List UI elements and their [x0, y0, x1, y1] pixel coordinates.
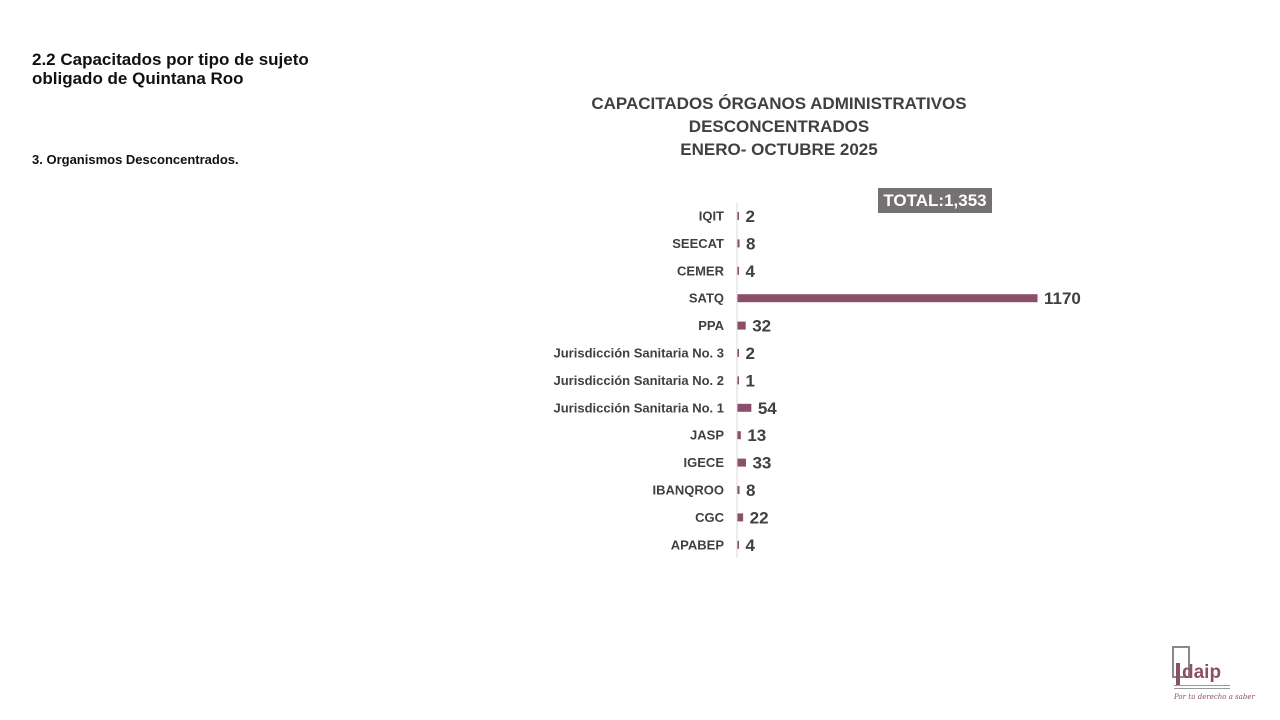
bar [738, 322, 746, 330]
chart-title-line-1: CAPACITADOS ÓRGANOS ADMINISTRATIVOS [591, 94, 967, 113]
data-label: 1170 [1044, 289, 1081, 309]
data-label: 22 [749, 508, 769, 528]
category-label: APABEP [670, 537, 724, 553]
section-title: 2.2 Capacitados por tipo de sujeto obligado de Quintana Roo [32, 50, 309, 88]
data-label: 1 [745, 371, 755, 391]
bar [738, 294, 1038, 302]
total-badge: TOTAL:1,353 [878, 188, 992, 213]
bar [738, 431, 741, 439]
data-label: 2 [745, 344, 755, 363]
bar [738, 267, 740, 275]
idaip-logo [1170, 645, 1255, 703]
data-label: 54 [757, 398, 777, 418]
category-label: JASP [690, 427, 724, 443]
data-label: 2 [745, 207, 755, 226]
data-label: 8 [746, 481, 756, 500]
bar [738, 541, 740, 549]
bar [738, 404, 752, 412]
bar [738, 376, 740, 384]
category-label: CGC [695, 509, 724, 525]
bar [738, 459, 746, 467]
category-label: IQIT [698, 208, 724, 224]
data-label: 4 [745, 261, 755, 281]
chart-title-line-2: DESCONCENTRADOS [688, 117, 870, 136]
data-label: 13 [747, 426, 767, 446]
category-label: Jurisdicción Sanitaria No. 3 [553, 345, 724, 361]
category-label: CEMER [677, 263, 724, 279]
bar [738, 513, 744, 521]
bar [738, 239, 740, 247]
data-label: 8 [746, 234, 756, 254]
subsection-title: 3. Organismos Desconcentrados. [32, 152, 239, 167]
category-label: Jurisdicción Sanitaria No. 1 [553, 400, 724, 416]
svg-text:Por tu derecho a saber: Por tu derecho a saber [1174, 693, 1255, 701]
data-label: 32 [752, 316, 772, 336]
category-label: IBANQROO [652, 482, 724, 498]
bar [738, 486, 740, 494]
bar [738, 349, 740, 357]
category-label: SATQ [688, 290, 724, 306]
category-label: SEECAT [672, 235, 724, 251]
chart-title-line-3: ENERO- OCTUBRE 2025 [680, 140, 878, 159]
data-label: 33 [752, 453, 772, 473]
data-label: 4 [745, 535, 755, 555]
category-label: PPA [698, 318, 724, 334]
svg-text:daip: daip [1182, 662, 1222, 683]
category-label: Jurisdicción Sanitaria No. 2 [553, 372, 724, 388]
category-label: IGECE [683, 455, 724, 471]
bar [738, 212, 740, 220]
